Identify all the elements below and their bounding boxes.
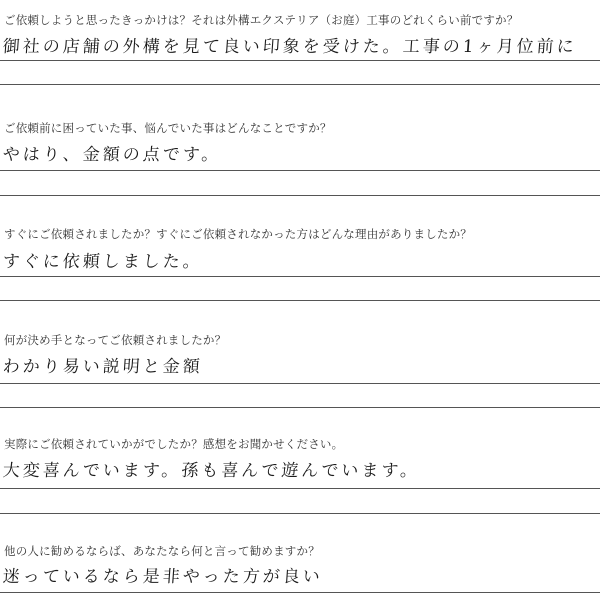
question-5: 実際にご依頼されていかがでしたか？感想をお聞かせください。 xyxy=(4,437,344,451)
answer-line xyxy=(0,513,600,514)
answer-line xyxy=(0,276,600,277)
question-3: すぐにご依頼されましたか？すぐにご依頼されなかった方はどんな理由がありましたか？ xyxy=(4,227,472,241)
answer-line xyxy=(0,488,600,489)
answer-4: わかり易い説明と金額 xyxy=(2,357,204,377)
answer-line xyxy=(0,407,600,408)
answer-line xyxy=(0,195,600,196)
answer-3: すぐに依頼しました。 xyxy=(2,252,204,272)
answer-line xyxy=(0,592,600,593)
question-4: 何が決め手となってご依頼されましたか？ xyxy=(4,333,227,347)
question-6: 他の人に勧めるならば、あなたなら何と言って勧めますか？ xyxy=(4,544,320,558)
answer-line xyxy=(0,170,600,171)
question-2: ご依頼前に困っていた事、悩んでいた事はどんなことですか？ xyxy=(4,121,332,135)
answer-line xyxy=(0,84,600,85)
answer-6: 迷っているなら是非やった方が良い xyxy=(2,567,324,587)
answer-line xyxy=(0,383,600,384)
answer-line xyxy=(0,60,600,61)
answer-5: 大変喜んでいます。孫も喜んで遊んでいます。 xyxy=(2,461,421,481)
answer-1: 御社の店舗の外構を見て良い印象を受けた。工事の1ヶ月位前に xyxy=(2,37,578,57)
question-1: ご依頼しようと思ったきっかけは？それは外構エクステリア（お庭）工事のどれくらい前ですか？ xyxy=(4,13,519,27)
answer-2: やはり、金額の点です。 xyxy=(2,145,223,165)
answer-line xyxy=(0,300,600,301)
